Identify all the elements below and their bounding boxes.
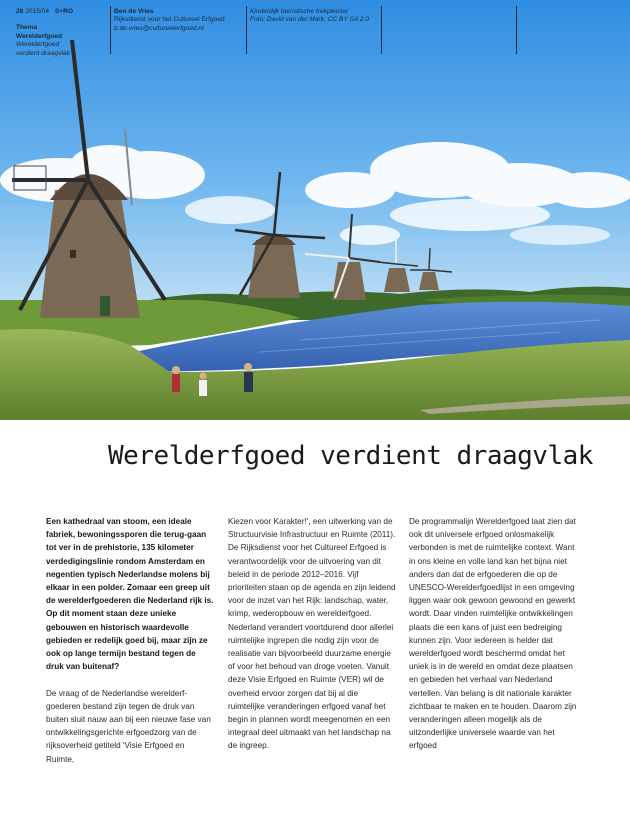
author-email: b.de.vries@cultureelerfgoed.nl xyxy=(114,24,204,32)
text-column-2 xyxy=(228,515,396,766)
caption-block xyxy=(250,8,380,25)
body-paragraph: De vraag of de Nederlandse werelderf-goederen bestand zijn tegen de druk van buiten sluit nauw aan bij een nieuwe fase van ontwikkelingsgerichte erfgoedzorg van de rijksoverheid getiteld 'Visie Erfgoed en Ruimte, xyxy=(46,688,211,764)
author-block xyxy=(114,8,244,33)
photo-credit: Foto: David van der Mark, CC BY SA 2.0 xyxy=(250,16,370,24)
magazine-name: S+RO xyxy=(54,8,74,15)
text-column-3 xyxy=(409,515,577,766)
body-paragraph: Kiezen voor Karakter!', een uitwerking van de Structuurvisie Infrastructuur en Ruimte (2011). De Rijksdienst voor het Cultureel Erfgoed is verantwoordelijk voor de uitvoering van dit beleid in de periode 2012–2016. Vijf prioriteiten staan op de agenda en zijn leidend voor de inzet van het Rijk: landschap, water, krimp, wederopbouw en werelderfgoed. Nederland verandert voortdurend door allerlei ruimtelijke ingrepen die nodig zijn voor de realisatie van bijvoorbeeld duurzame energie of voor het behoud van droge voeten. Vanuit deze Visie Erfgoed en Ruimte (VER) wil de overheid ervoor zorgen dat bij al die ruimtelijke veranderingen erfgoed vanaf het begin in plannen wordt meegenomen en een integraal deel uitmaakt van het landschap na de ingreep. xyxy=(228,517,396,751)
issue-block xyxy=(16,8,88,58)
divider xyxy=(516,6,517,54)
divider xyxy=(110,6,111,54)
section-subtitle-2: verdient draagvlak xyxy=(16,49,70,57)
section-label: Thema xyxy=(16,24,38,32)
divider xyxy=(381,6,382,54)
section-subtitle-1: Werelderfgoed xyxy=(16,41,60,49)
divider xyxy=(246,6,247,54)
body-paragraph: De programmalijn Werelderfgoed laat zien dat ook dit universele erfgoed onlosmakelijk verbonden is met de ruimtelijke context. Want in ons kleine en volle land kan het bijna niet anders dan dat de erfgoederen die op de UNESCO-Werelderfgoedlijst in een omgeving liggen waar ook gewoon gewoond en gewerkt wordt. Daar vinden ruimtelijke ontwikkelingen plaats die een kans of juist een bedreiging kunnen zijn. Voor iedereen is helder dat werelderfgoed wordt beschermd omdat het uniek is in de wereld en omdat deze plaatsen en gebieden het verhaal van Nederland vertellen. Van belang is dit nationale karakter zichtbaar te maken en te houden. Daarom zijn veranderingen alleen mogelijk als de uitzonderlijke universele waarde van het erfgoed xyxy=(409,517,577,751)
issue-date: 2015/04 xyxy=(25,8,50,15)
page-number: 28 xyxy=(16,8,24,15)
section-title: Werelderfgoed xyxy=(16,32,63,40)
author-org: Rijksdienst voor het Cultureel Erfgoed xyxy=(114,16,225,24)
author-name: Ben de Vries xyxy=(114,8,154,15)
lead-paragraph: Een kathedraal van stoom, een ideale fabriek, bewoningssporen die terug-gaan tot ver in de prehistorie, 135 kilometer verdedigingslinie rondom Amsterdam en negentien typisch Nederlandse molens bij elkaar in een polder. Zomaar een greep uit de werelderfgoederen die Nederland rijk is. Op dit moment staan deze unieke gebouwen en historisch waardevolle gebieden er redelijk goed bij, maar zijn ze ook op lange termijn bestand tegen de druk van buitenaf? xyxy=(46,517,214,672)
article-headline: Werelderfgoed verdient draagvlak xyxy=(108,441,593,471)
text-column-1 xyxy=(46,515,214,779)
photo-caption: Kinderdijk toeristische trekpleister xyxy=(250,8,349,15)
